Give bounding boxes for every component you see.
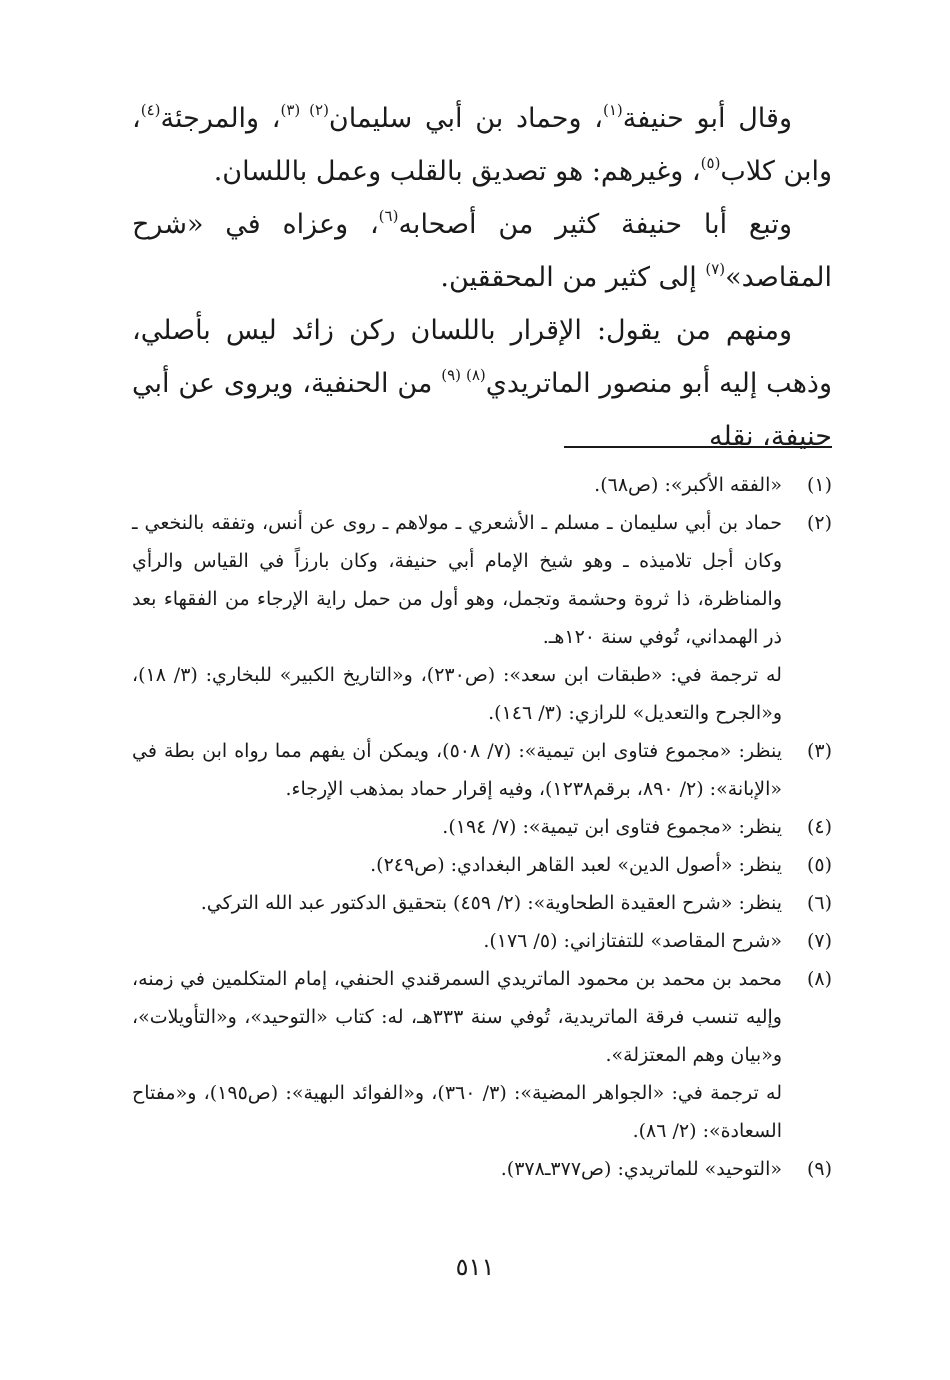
footnote-text: ينظر: «مجموع فتاوى ابن تيمية»: (٧/ ١٩٤). xyxy=(442,816,782,838)
footnotes xyxy=(132,466,832,1188)
footnote xyxy=(132,466,832,504)
footnote xyxy=(132,808,832,846)
footnote xyxy=(132,884,832,922)
footnote-number: (٣) xyxy=(806,740,832,762)
footnote-text: ينظر: «مجموع فتاوى ابن تيمية»: (٧/ ٥٠٨)، ويمكن أن يفهم مما رواه ابن بطة في «الإبانة»: (٢/ ٨٩٠، برقم١٢٣٨)، وفيه إقرار حماد بمذهب الإرجاء. xyxy=(132,740,782,800)
footnote-number: (٤) xyxy=(806,816,832,838)
paragraph: وتبع أبا حنيفة كثير من أصحابه$^{(٦)}$، وعزاه في «شرح المقاصد»$^{(٧)}$ إلى كثير من المحققين. xyxy=(132,207,832,293)
footnote xyxy=(132,1150,832,1188)
footnote xyxy=(132,960,832,1150)
footnote-number: (٨) xyxy=(806,968,832,990)
footnote-number: (٥) xyxy=(806,854,832,876)
footnote-divider xyxy=(564,446,832,448)
footnote-number: (٢) xyxy=(806,512,832,534)
footnote-ref: (٢) (٣) xyxy=(280,101,329,119)
paragraph: وقال أبو حنيفة$^{(١)}$، وحماد بن أبي سليمان$^{(٢) (٣)}$، والمرجئة$^{(٤)}$، وابن كلاب$^{(٥)}$، وغيرهم: هو تصديق بالقلب وعمل باللسان. xyxy=(132,101,832,187)
footnote-text: «شرح المقاصد» للتفتازاني: (٥/ ١٧٦). xyxy=(483,930,782,952)
paragraph: ومنهم من يقول: الإقرار باللسان ركن زائد ليس بأصلي، وذهب إليه أبو منصور الماتريدي$^{(٨) (٩)}$ من الحنفية، ويروى عن أبي حنيفة، نقله xyxy=(132,315,832,452)
footnote-number: (٧) xyxy=(806,930,832,952)
main-text xyxy=(132,92,832,463)
footnote-ref: (٧) xyxy=(705,260,726,278)
footnote-number: (٦) xyxy=(806,892,832,914)
footnote-number: (١) xyxy=(806,474,832,496)
footnote-ref: (٥) xyxy=(700,154,721,172)
footnote-text: محمد بن محمد بن محمود الماتريدي السمرقندي الحنفي، إمام المتكلمين في زمنه، وإليه تنسب فرقة الماتريدية، تُوفي سنة ٣٣٣هـ، له: كتاب «التوحيد»، و«التأويلات»، و«بيان وهم المعتزلة». xyxy=(132,968,782,1066)
page-number: ٥١١ xyxy=(455,1253,495,1281)
footnote-ref: (٤) xyxy=(140,101,161,119)
footnote-text: «الفقه الأكبر»: (ص٦٨). xyxy=(594,474,782,496)
footnote-text: له ترجمة في: «طبقات ابن سعد»: (ص٢٣٠)، و«التاريخ الكبير» للبخاري: (٣/ ١٨)، و«الجرح والتعديل» للرازي: (٣/ ١٤٦). xyxy=(132,664,782,724)
footnote-text: ينظر: «شرح العقيدة الطحاوية»: (٢/ ٤٥٩) بتحقيق الدكتور عبد الله التركي. xyxy=(200,892,782,914)
footnote xyxy=(132,846,832,884)
footnote xyxy=(132,922,832,960)
footnote-text: «التوحيد» للماتريدي: (ص٣٧٧ـ٣٧٨). xyxy=(500,1158,782,1180)
footnote xyxy=(132,732,832,808)
footnote xyxy=(132,504,832,732)
footnote-ref: (٨) (٩) xyxy=(441,366,486,384)
footnote-text: له ترجمة في: «الجواهر المضية»: (٣/ ٣٦٠)، و«الفوائد البهية»: (ص١٩٥)، و«مفتاح السعادة»: (٢/ ٨٦). xyxy=(132,1082,782,1142)
footnote-ref: (١) xyxy=(602,101,623,119)
footnote-number: (٩) xyxy=(806,1158,832,1180)
footnote-ref: (٦) xyxy=(378,207,399,225)
footnote-text: حماد بن أبي سليمان ـ مسلم ـ الأشعري ـ مولاهم ـ روى عن أنس، وتفقه بالنخعي ـ وكان أجل تلاميذه ـ وهو شيخ الإمام أبي حنيفة، وكان بارزاً في القياس والرأي والمناظرة، ذا ثروة وحشمة وتجمل، وهو أول من حمل راية الإرجاء من الفقهاء بعد ذر الهمداني، تُوفي سنة ١٢٠هـ. xyxy=(132,512,782,648)
footnote-text: ينظر: «أصول الدين» لعبد القاهر البغدادي: (ص٢٤٩). xyxy=(370,854,782,876)
